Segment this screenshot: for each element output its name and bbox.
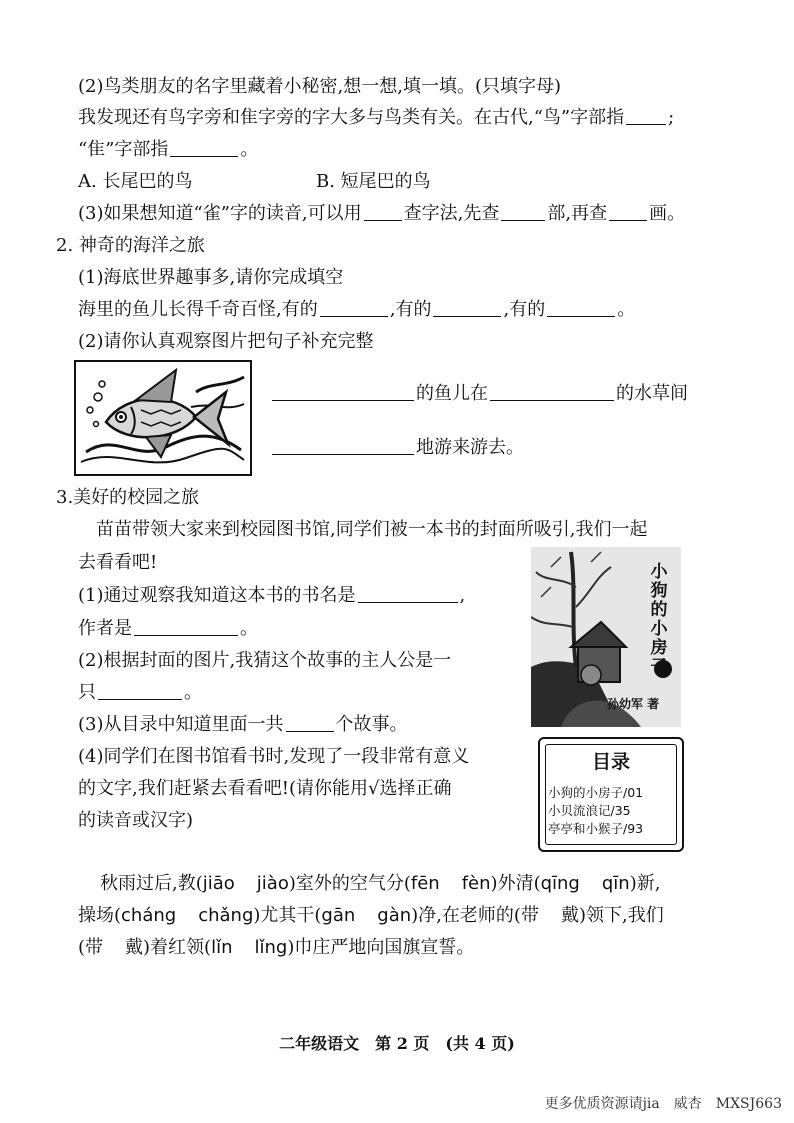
passage-line3	[78, 936, 474, 960]
q2-part1-c: ,有的	[503, 299, 546, 320]
q1-part3-a: (3)如果想知道“雀”字的读音,可以用	[78, 203, 362, 224]
q2-sentence-line2	[270, 436, 524, 460]
q3-part2-line1: (2)根据封面的图片,我猜这个故事的主人公是一	[78, 650, 452, 671]
q2-sentence-c: 地游来游去。	[416, 437, 524, 458]
option-a: A. 长尾巴的鸟	[78, 171, 193, 192]
q1-part3-c: 部,再查	[547, 203, 608, 224]
q1-part2-text-a: 我发现还有鸟字旁和隹字旁的字大多与鸟类有关。在古代,“鸟”字部指	[78, 107, 625, 128]
fish-drawing-icon	[76, 362, 246, 470]
answer-blank[interactable]	[364, 202, 402, 221]
passage-text: (	[78, 937, 86, 958]
passage-text: 秋雨过后,教(	[100, 873, 203, 894]
answer-blank[interactable]	[433, 298, 501, 317]
q2-part1-line	[78, 298, 635, 322]
q2-part1-a: 海里的鱼儿长得千奇百怪,有的	[78, 299, 318, 320]
q3-part4-line2: 的文字,我们赶紧去看看吧!(请你能用√选择正确	[78, 778, 452, 799]
book-cover	[531, 547, 681, 727]
answer-blank[interactable]	[358, 584, 458, 603]
passage-text: )净,在老师的(	[411, 905, 521, 926]
q3-part1-a-end: ,	[459, 585, 466, 606]
q3-part2-b: 只	[78, 682, 96, 703]
book-title-char: 狗	[650, 581, 668, 601]
q3-part3	[78, 713, 408, 737]
toc-item: 亭亭和小猴子/93	[548, 821, 644, 836]
choice-option[interactable]: 戴	[560, 905, 579, 926]
answer-blank[interactable]	[272, 436, 414, 455]
choice-option[interactable]: qīng	[540, 873, 580, 894]
book-title-char: 子	[650, 657, 668, 677]
choice-option[interactable]: lǐng	[254, 937, 288, 958]
book-title-char: 房	[650, 638, 668, 658]
q3-part1-b-end: 。	[240, 618, 258, 639]
answer-blank[interactable]	[609, 202, 647, 221]
q3-part3-a: (3)从目录中知道里面一共	[78, 714, 284, 735]
q3-part4-line1: (4)同学们在图书馆看书时,发现了一段非常有意义	[78, 746, 470, 767]
page-footer: 二年级语文 第 2 页 (共 4 页)	[279, 1034, 515, 1053]
answer-blank[interactable]	[98, 681, 182, 700]
book-title	[639, 563, 679, 677]
answer-blank[interactable]	[490, 382, 614, 401]
answer-blank[interactable]	[626, 106, 666, 125]
watermark-text: 更多优质资源请jia 威杏 MXSJ663	[544, 1096, 782, 1112]
answer-blank[interactable]	[547, 298, 615, 317]
q1-part2-line2	[78, 138, 258, 162]
passage-line1	[100, 872, 660, 896]
q3-intro-1: 苗苗带领大家来到校园图书馆,同学们被一本书的封面所吸引,我们一起	[96, 519, 648, 540]
passage-text: 操场(	[78, 905, 122, 926]
answer-blank[interactable]	[286, 713, 334, 732]
passage-line2	[78, 904, 664, 928]
q3-part4-line3: 的读音或汉字)	[78, 810, 194, 831]
book-author: 孙幼军 著	[607, 697, 660, 711]
option-b: B. 短尾巴的鸟	[316, 171, 431, 192]
choice-option[interactable]: chǎng	[198, 905, 254, 926]
toc-item: 小贝流浪记/35	[548, 803, 631, 818]
q3-part2-b-end: 。	[184, 682, 202, 703]
passage-text: )尤其干(	[253, 905, 322, 926]
passage-text: )室外的空气分(	[288, 873, 411, 894]
q1-part2-text-b-end: 。	[240, 139, 259, 160]
q2-sentence-b: 的水草间	[616, 383, 688, 404]
choice-option[interactable]: jiāo	[202, 873, 235, 894]
choice-option[interactable]: 带	[85, 937, 104, 958]
answer-blank[interactable]	[320, 298, 388, 317]
q3-part1-line2	[78, 617, 258, 641]
answer-blank[interactable]	[134, 617, 238, 636]
passage-text: )外清(	[490, 873, 541, 894]
q3-title: 3.美好的校园之旅	[56, 487, 200, 508]
passage-text: )着红领(	[143, 937, 212, 958]
q3-part1-a: (1)通过观察我知道这本书的书名是	[78, 585, 356, 606]
q1-part2-title: (2)鸟类朋友的名字里藏着小秘密,想一想,填一填。(只填字母)	[78, 76, 561, 97]
q1-part3-b: 查字法,先查	[403, 203, 500, 224]
passage-text: )新,	[629, 873, 661, 894]
choice-option[interactable]: 戴	[125, 937, 144, 958]
q1-part3	[78, 202, 685, 226]
table-of-contents	[538, 737, 684, 852]
q1-part3-d: 画。	[649, 203, 686, 224]
passage-text: )领下,我们	[578, 905, 664, 926]
toc-title: 目录	[591, 751, 630, 773]
q2-part2-title: (2)请你认真观察图片把句子补充完整	[78, 331, 374, 352]
toc-item: 小狗的小房子/01	[548, 785, 644, 800]
q2-part1-b: ,有的	[389, 299, 432, 320]
answer-blank[interactable]	[501, 202, 545, 221]
choice-option[interactable]: gàn	[377, 905, 412, 926]
q1-part2-text-b: “隹”字部指	[78, 139, 169, 160]
book-title-char: 的	[650, 600, 668, 620]
q3-intro-2: 去看看吧!	[78, 552, 158, 573]
q2-title: 2. 神奇的海洋之旅	[56, 235, 205, 256]
q3-part1-line1	[78, 584, 465, 608]
choice-option[interactable]: lǐn	[211, 937, 233, 958]
choice-option[interactable]: cháng	[121, 905, 177, 926]
fish-illustration	[74, 360, 252, 476]
choice-option[interactable]: jiào	[256, 873, 289, 894]
q1-part2-text-a-end: ;	[668, 107, 675, 128]
choice-option[interactable]: qīn	[601, 873, 630, 894]
q3-part1-b: 作者是	[78, 618, 132, 639]
choice-option[interactable]: fēn	[410, 873, 440, 894]
choice-option[interactable]: fèn	[461, 873, 491, 894]
answer-blank[interactable]	[272, 382, 414, 401]
choice-option[interactable]: gān	[321, 905, 356, 926]
q2-sentence-line1	[270, 382, 688, 406]
q2-part1-title: (1)海底世界趣事多,请你完成填空	[78, 267, 344, 288]
q1-part2-line1	[78, 106, 674, 130]
q3-part2-line2	[78, 681, 202, 705]
choice-option[interactable]: 带	[520, 905, 539, 926]
book-title-char: 小	[650, 619, 668, 639]
q2-sentence-a: 的鱼儿在	[416, 383, 488, 404]
book-title-char: 小	[650, 562, 668, 582]
answer-blank[interactable]	[170, 138, 238, 157]
passage-text: )巾庄严地向国旗宣誓。	[287, 937, 475, 958]
q3-part3-b: 个故事。	[335, 714, 408, 735]
q2-part1-d: 。	[617, 299, 636, 320]
